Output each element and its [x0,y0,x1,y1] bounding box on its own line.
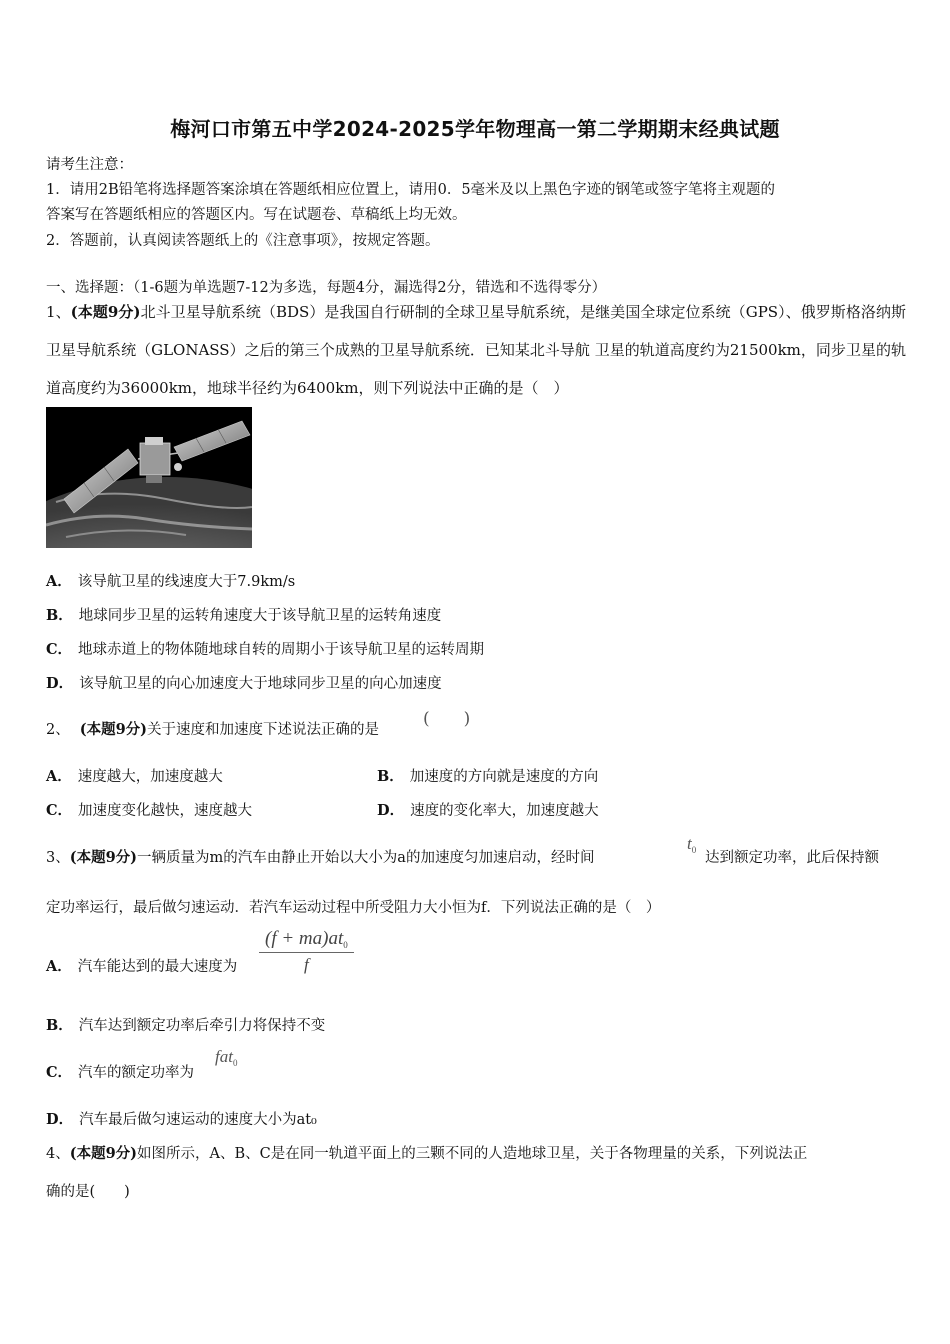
question-stem: 如图所示，A、B、C是在同一轨道平面上的三颗不同的人造地球卫星，关于各物理量的关系，下列说法正 [137,1146,808,1162]
question-score: (本题9分) [69,849,138,866]
option-text: 地球同步卫星的运转角速度大于该导航卫星的运转角速度 [78,608,442,624]
question-number: 2、 [46,722,70,738]
t0-symbol: $t_0$ [687,834,697,855]
answer-paren: ( ) [423,709,471,729]
notice-item-1-cont: 答案写在答题纸相应的答题区内。写在试题卷、草稿纸上均无效。 [46,207,467,223]
option-label: C． [46,641,73,658]
option-label: B． [377,768,404,785]
question-1 [46,293,906,407]
notice-item-2: 2．答题前，认真阅读答题纸上的《注意事项》，按规定答题。 [46,233,440,249]
question-stem: 一辆质量为m的汽车由静止开始以大小为a的加速度匀加速启动，经时间 [137,850,595,866]
notice-item-1: 1．请用2B铅笔将选择题答案涂填在答题纸相应位置上，请用0．5毫米及以上黑色字迹的钢笔或签字笔将主观题的 [46,182,776,198]
option-label: C． [46,1064,73,1081]
option-text: 速度的变化率大，加速度越大 [410,803,599,819]
notice-heading: 请考生注意： [46,157,133,173]
option-text: 速度越大，加速度越大 [77,769,223,785]
question-score: (本题9分) [79,721,148,738]
q1-option-a[interactable] [46,570,295,591]
q2-option-b[interactable] [377,765,598,786]
question-number: 1、 [46,303,71,321]
question-score: (本题9分) [70,303,141,321]
question-stem: 关于速度和加速度下述说法正确的是 [147,722,380,738]
option-label: A． [46,958,72,975]
option-text: 该导航卫星的向心加速度大于地球同步卫星的向心加速度 [79,676,442,692]
option-text: 汽车达到额定功率后牵引力将保持不变 [78,1018,326,1034]
question-stem-cont: 达到额定功率，此后保持额 [705,850,879,866]
option-label: B． [46,1017,73,1034]
option-text: 加速度的方向就是速度的方向 [409,769,599,785]
option-label: D． [46,675,74,692]
option-label: D． [46,1111,74,1128]
formula-denominator: f [304,955,309,974]
section-heading: 一、选择题：（1-6题为单选题7-12为多选，每题4分，漏选得2分，错选和不选得零分） [46,280,607,296]
satellite-image [46,407,252,548]
max-speed-formula: $\frac{(f + ma)at_0}{f}$ [259,928,354,975]
q2-option-a[interactable] [46,765,223,786]
option-label: D． [377,802,405,819]
question-3 [46,846,594,867]
question-number: 3、 [46,850,70,866]
option-text: 汽车能达到的最大速度为 [77,959,238,975]
formula-numerator: (f + ma)at [265,928,344,949]
page-title: 梅河口市第五中学2024-2025学年物理高一第二学期期末经典试题 [170,117,780,141]
q2-option-c[interactable] [46,799,252,820]
option-text: 汽车的额定功率为 [78,1065,195,1081]
question-2 [46,718,379,739]
q1-option-c[interactable] [46,638,484,659]
rated-power-formula: fat$_0$ [215,1047,238,1068]
question-stem: 北斗卫星导航系统（BDS）是我国自行研制的全球卫星导航系统，是继美国全球定位系统（GPS）、俄罗斯格洛纳斯卫星导航系统（GLONASS）之后的第三个成熟的卫星导航系统．已知某北斗导航 卫星的轨道高度约为21500km，同步卫星的轨道高度约为36000km，地球半径约为6400km，则下列说法中正确的是（ ） [46,303,906,397]
option-text: 该导航卫星的线速度大于7.9km/s [77,574,296,590]
option-text: 汽车最后做匀速运动的速度大小为at₀ [79,1112,317,1128]
q2-option-d[interactable] [377,799,599,820]
option-label: C． [46,802,73,819]
option-label: A． [46,573,72,590]
question-number: 4、 [46,1146,70,1162]
question-4 [46,1142,807,1163]
q3-option-d[interactable] [46,1108,317,1129]
q3-option-a[interactable] [46,955,237,976]
option-text: 加速度变化越快，速度越大 [78,803,253,819]
question-score: (本题9分) [69,1145,138,1162]
q3-option-b[interactable] [46,1014,325,1035]
q3-option-c[interactable] [46,1061,194,1082]
option-label: A． [46,768,72,785]
option-label: B． [46,607,73,624]
option-text: 地球赤道上的物体随地球自转的周期小于该导航卫星的运转周期 [78,642,485,658]
q1-option-d[interactable] [46,672,442,693]
question-stem-line2: 定功率运行，最后做匀速运动．若汽车运动过程中所受阻力大小恒为f．下列说法正确的是（ ） [46,900,661,916]
question-stem-line2: 确的是( ) [46,1184,130,1200]
q1-option-b[interactable] [46,604,441,625]
